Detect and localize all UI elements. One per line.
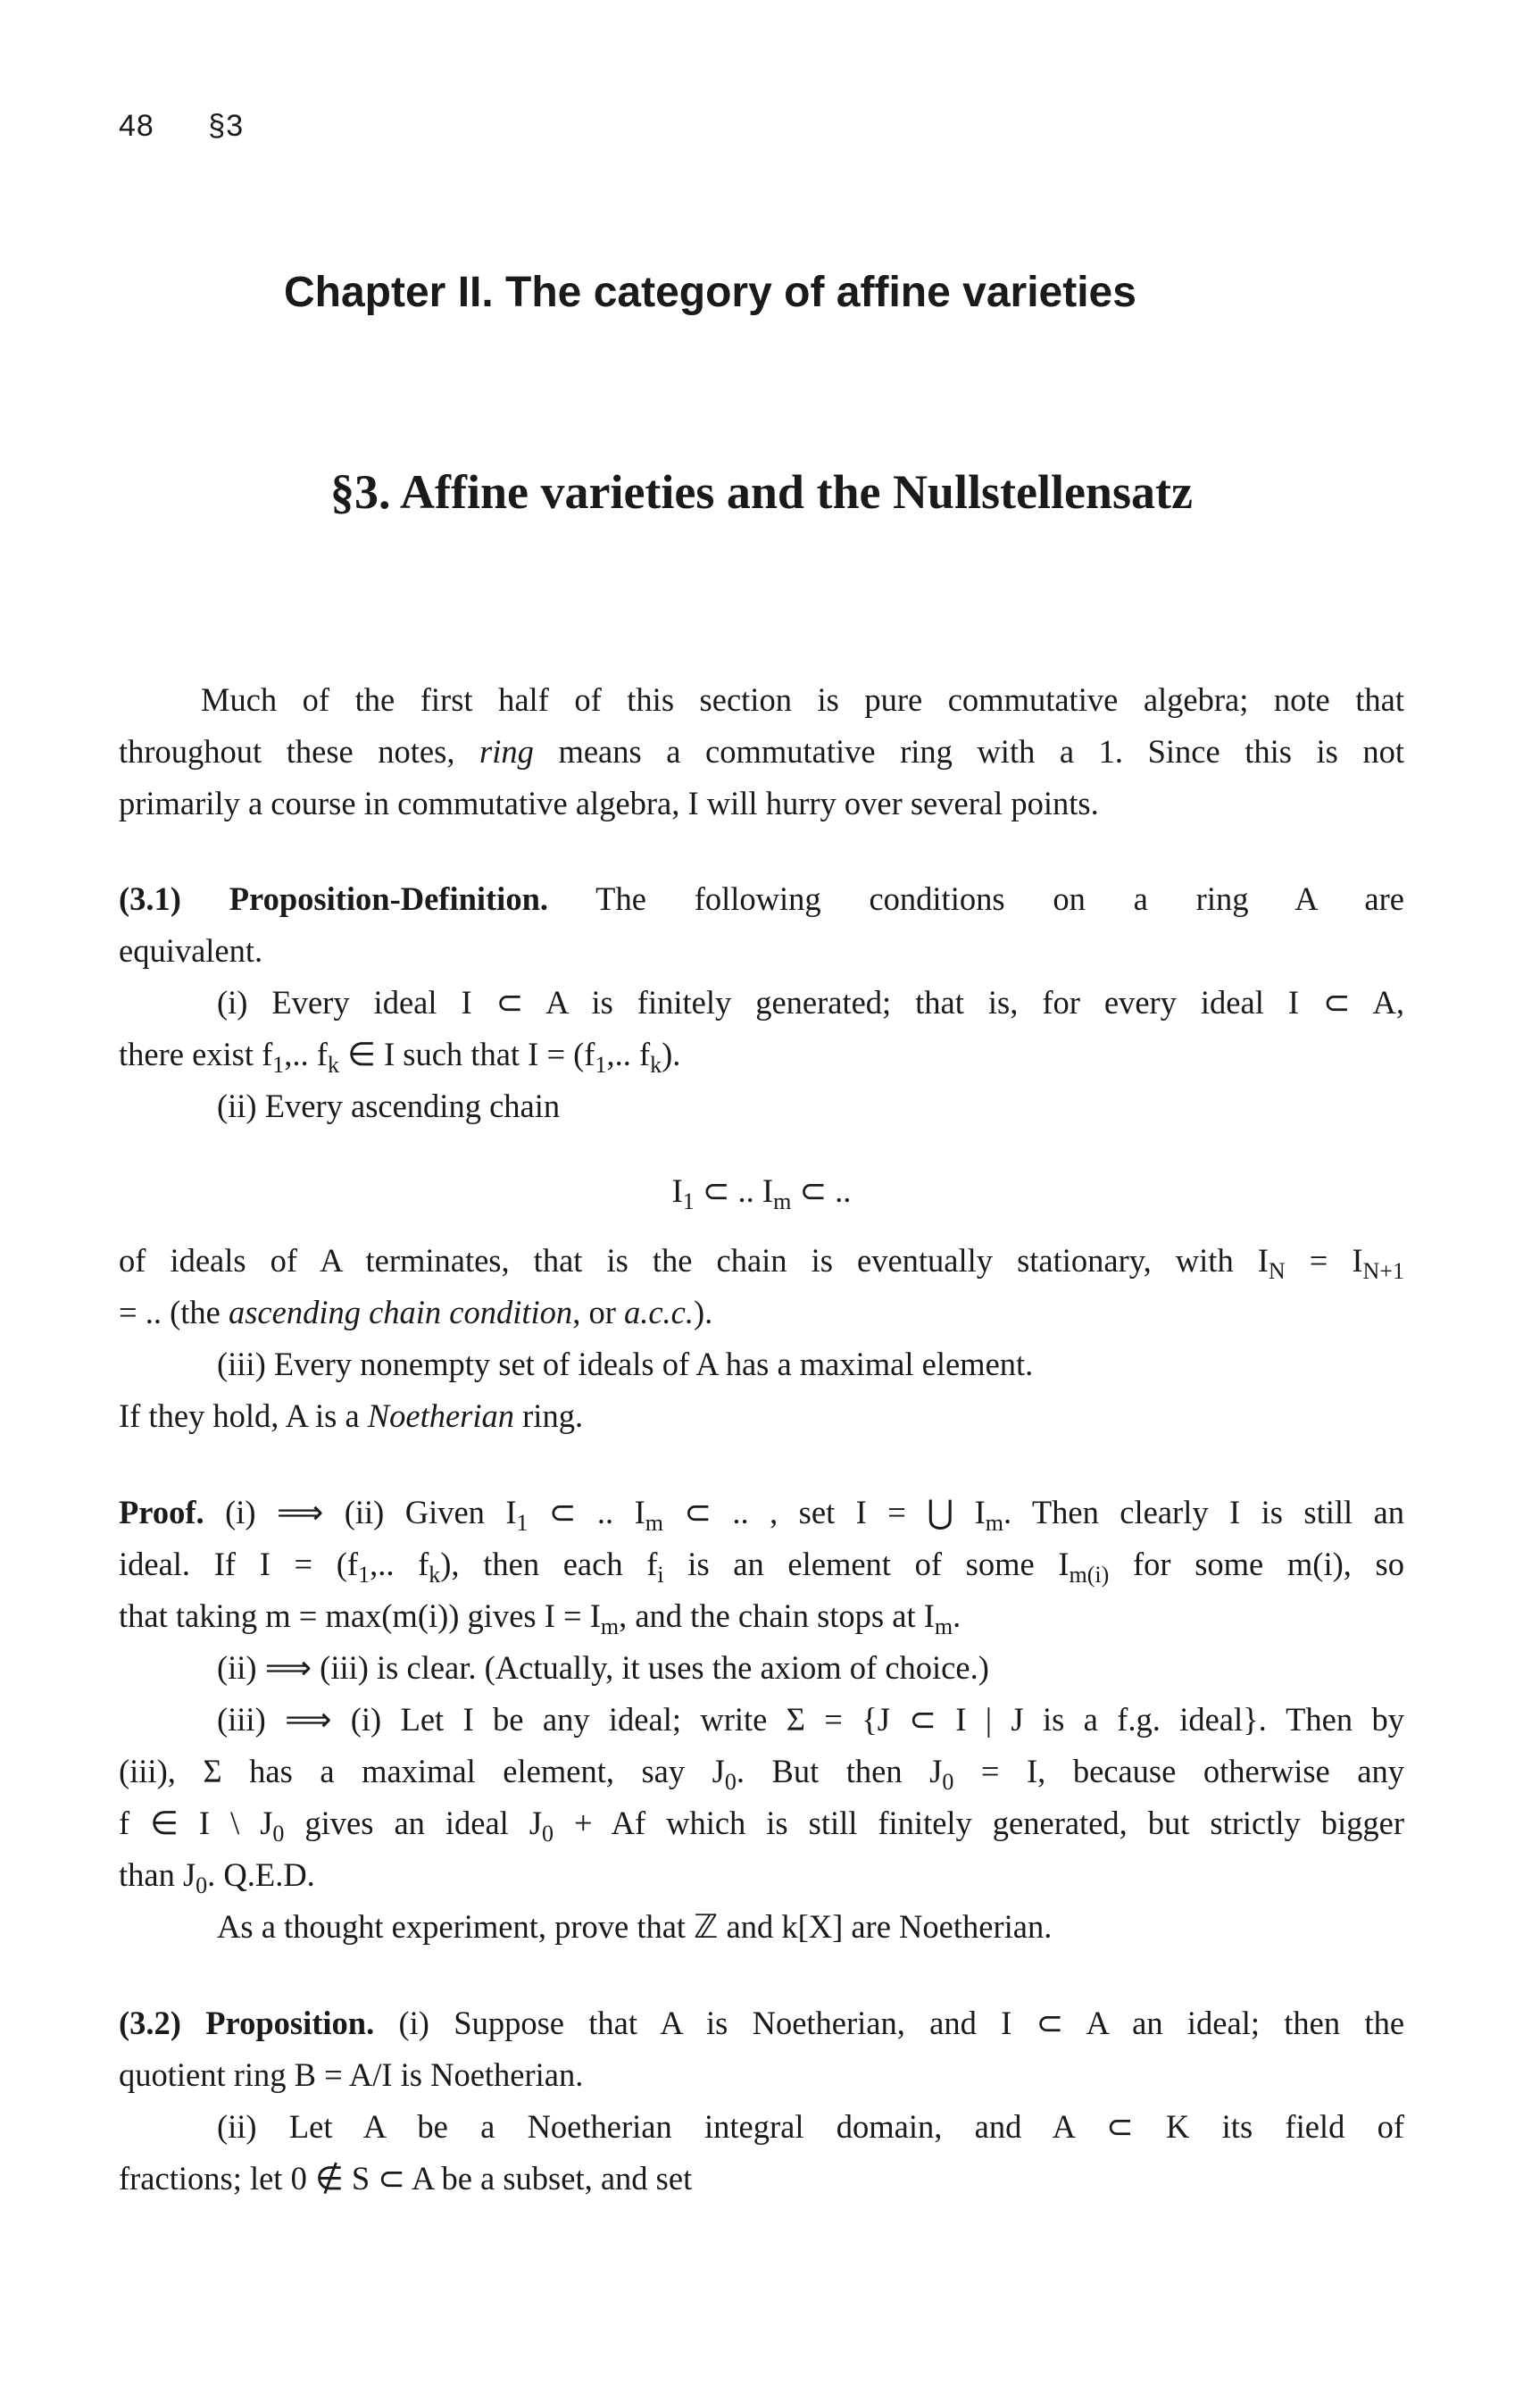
intro-line-2: throughout these notes, ring means a commutative ring with a 1. Since this is not <box>119 733 1405 770</box>
chain-display: $I_1$ ⊂ .. $I_m$ ⊂ .. <box>671 1172 852 1214</box>
chapter-title: Chapter II. The category of affine varieties <box>284 269 1136 316</box>
proof-line-3: that taking m = max(m(i)) gives $I = I_m$, and the chain stops at $I_m$. <box>119 1597 961 1639</box>
prop32-line-4: fractions; let 0 ∉ S ⊂ A be a subset, and set <box>119 2160 693 2197</box>
prop32-line-2: quotient ring B = A/I is Noetherian. <box>119 2056 584 2093</box>
prop31-chain-line-2: = .. (the ascending chain condition, or a.c.c.). <box>119 1294 713 1330</box>
proof-line-4: (ii) ⟹ (iii) is clear. (Actually, it uses the axiom of choice.) <box>217 1649 989 1686</box>
prop32-line-1: (3.2) Proposition. (i) Suppose that A is Noetherian, and I ⊂ A an ideal; then the <box>119 2005 1405 2041</box>
page-number: 48 <box>119 109 154 143</box>
prop31-item-i: (i) Every ideal I ⊂ A is finitely generated; that is, for every ideal I ⊂ A, <box>217 984 1404 1021</box>
proof-line-5: (iii) ⟹ (i) Let I be any ideal; write Σ = {J ⊂ I | J is a f.g. ideal}. Then by <box>217 1701 1404 1738</box>
ring-term: ring <box>479 733 534 770</box>
prop31-line-1: (3.1) Proposition-Definition. The following conditions on a ring A are <box>119 880 1404 917</box>
proof-line-8: than $J_0$. Q.E.D. <box>119 1856 315 1898</box>
proof-line-9: As a thought experiment, prove that ℤ and k[X] are Noetherian. <box>217 1908 1053 1945</box>
proof-label: Proof. <box>119 1494 204 1530</box>
prop31-item-i-cont: there exist $f_1$,.. $f_k$ ∈ I such that $I = (f_1$,.. $f_k$). <box>119 1036 681 1078</box>
proof-line-7: f ∈ I \ $J_0$ gives an ideal $J_0 + Af$ which is still finitely generated, but strictly bigger <box>119 1805 1404 1847</box>
proof-line-6: (iii), Σ has a maximal element, say $J_0$. But then $J_0 = I$, because otherwise any <box>119 1753 1404 1795</box>
intro-line-1: Much of the first half of this section is pure commutative algebra; note that <box>201 681 1404 718</box>
prop31-line-2: equivalent. <box>119 932 263 969</box>
running-header <box>119 109 288 144</box>
section-title: §3. Affine varieties and the Nullstellensatz <box>330 465 1193 519</box>
section-ref: §3 <box>208 109 245 143</box>
prop32-line-3: (ii) Let A be a Noetherian integral domain, and A ⊂ K its field of <box>217 2108 1404 2145</box>
prop31-conclusion: If they hold, A is a Noetherian ring. <box>119 1397 584 1434</box>
noetherian-term: Noetherian <box>367 1397 515 1434</box>
prop31-chain-line-1: of ideals of A terminates, that is the chain is eventually stationary, with $I_N = I_{N+1}$ <box>119 1242 1404 1284</box>
proof-line-2: ideal. If $I = (f_1$,.. $f_k$), then each $f_i$ is an element of some $I_{m(i)}$ for some m(i), so <box>119 1546 1404 1588</box>
prop31-label: (3.1) Proposition-Definition. <box>119 880 548 917</box>
intro-line-3: primarily a course in commutative algebra, I will hurry over several points. <box>119 785 1099 821</box>
prop32-label: (3.2) Proposition. <box>119 2005 375 2041</box>
prop31-item-iii: (iii) Every nonempty set of ideals of A has a maximal element. <box>217 1346 1034 1382</box>
prop31-item-ii: (ii) Every ascending chain <box>217 1088 561 1124</box>
proof-line-1: Proof. (i) ⟹ (ii) Given $I_1$ ⊂ .. $I_m$ ⊂ .. , set I = ⋃ $I_m$. Then clearly I is still an <box>119 1494 1405 1536</box>
